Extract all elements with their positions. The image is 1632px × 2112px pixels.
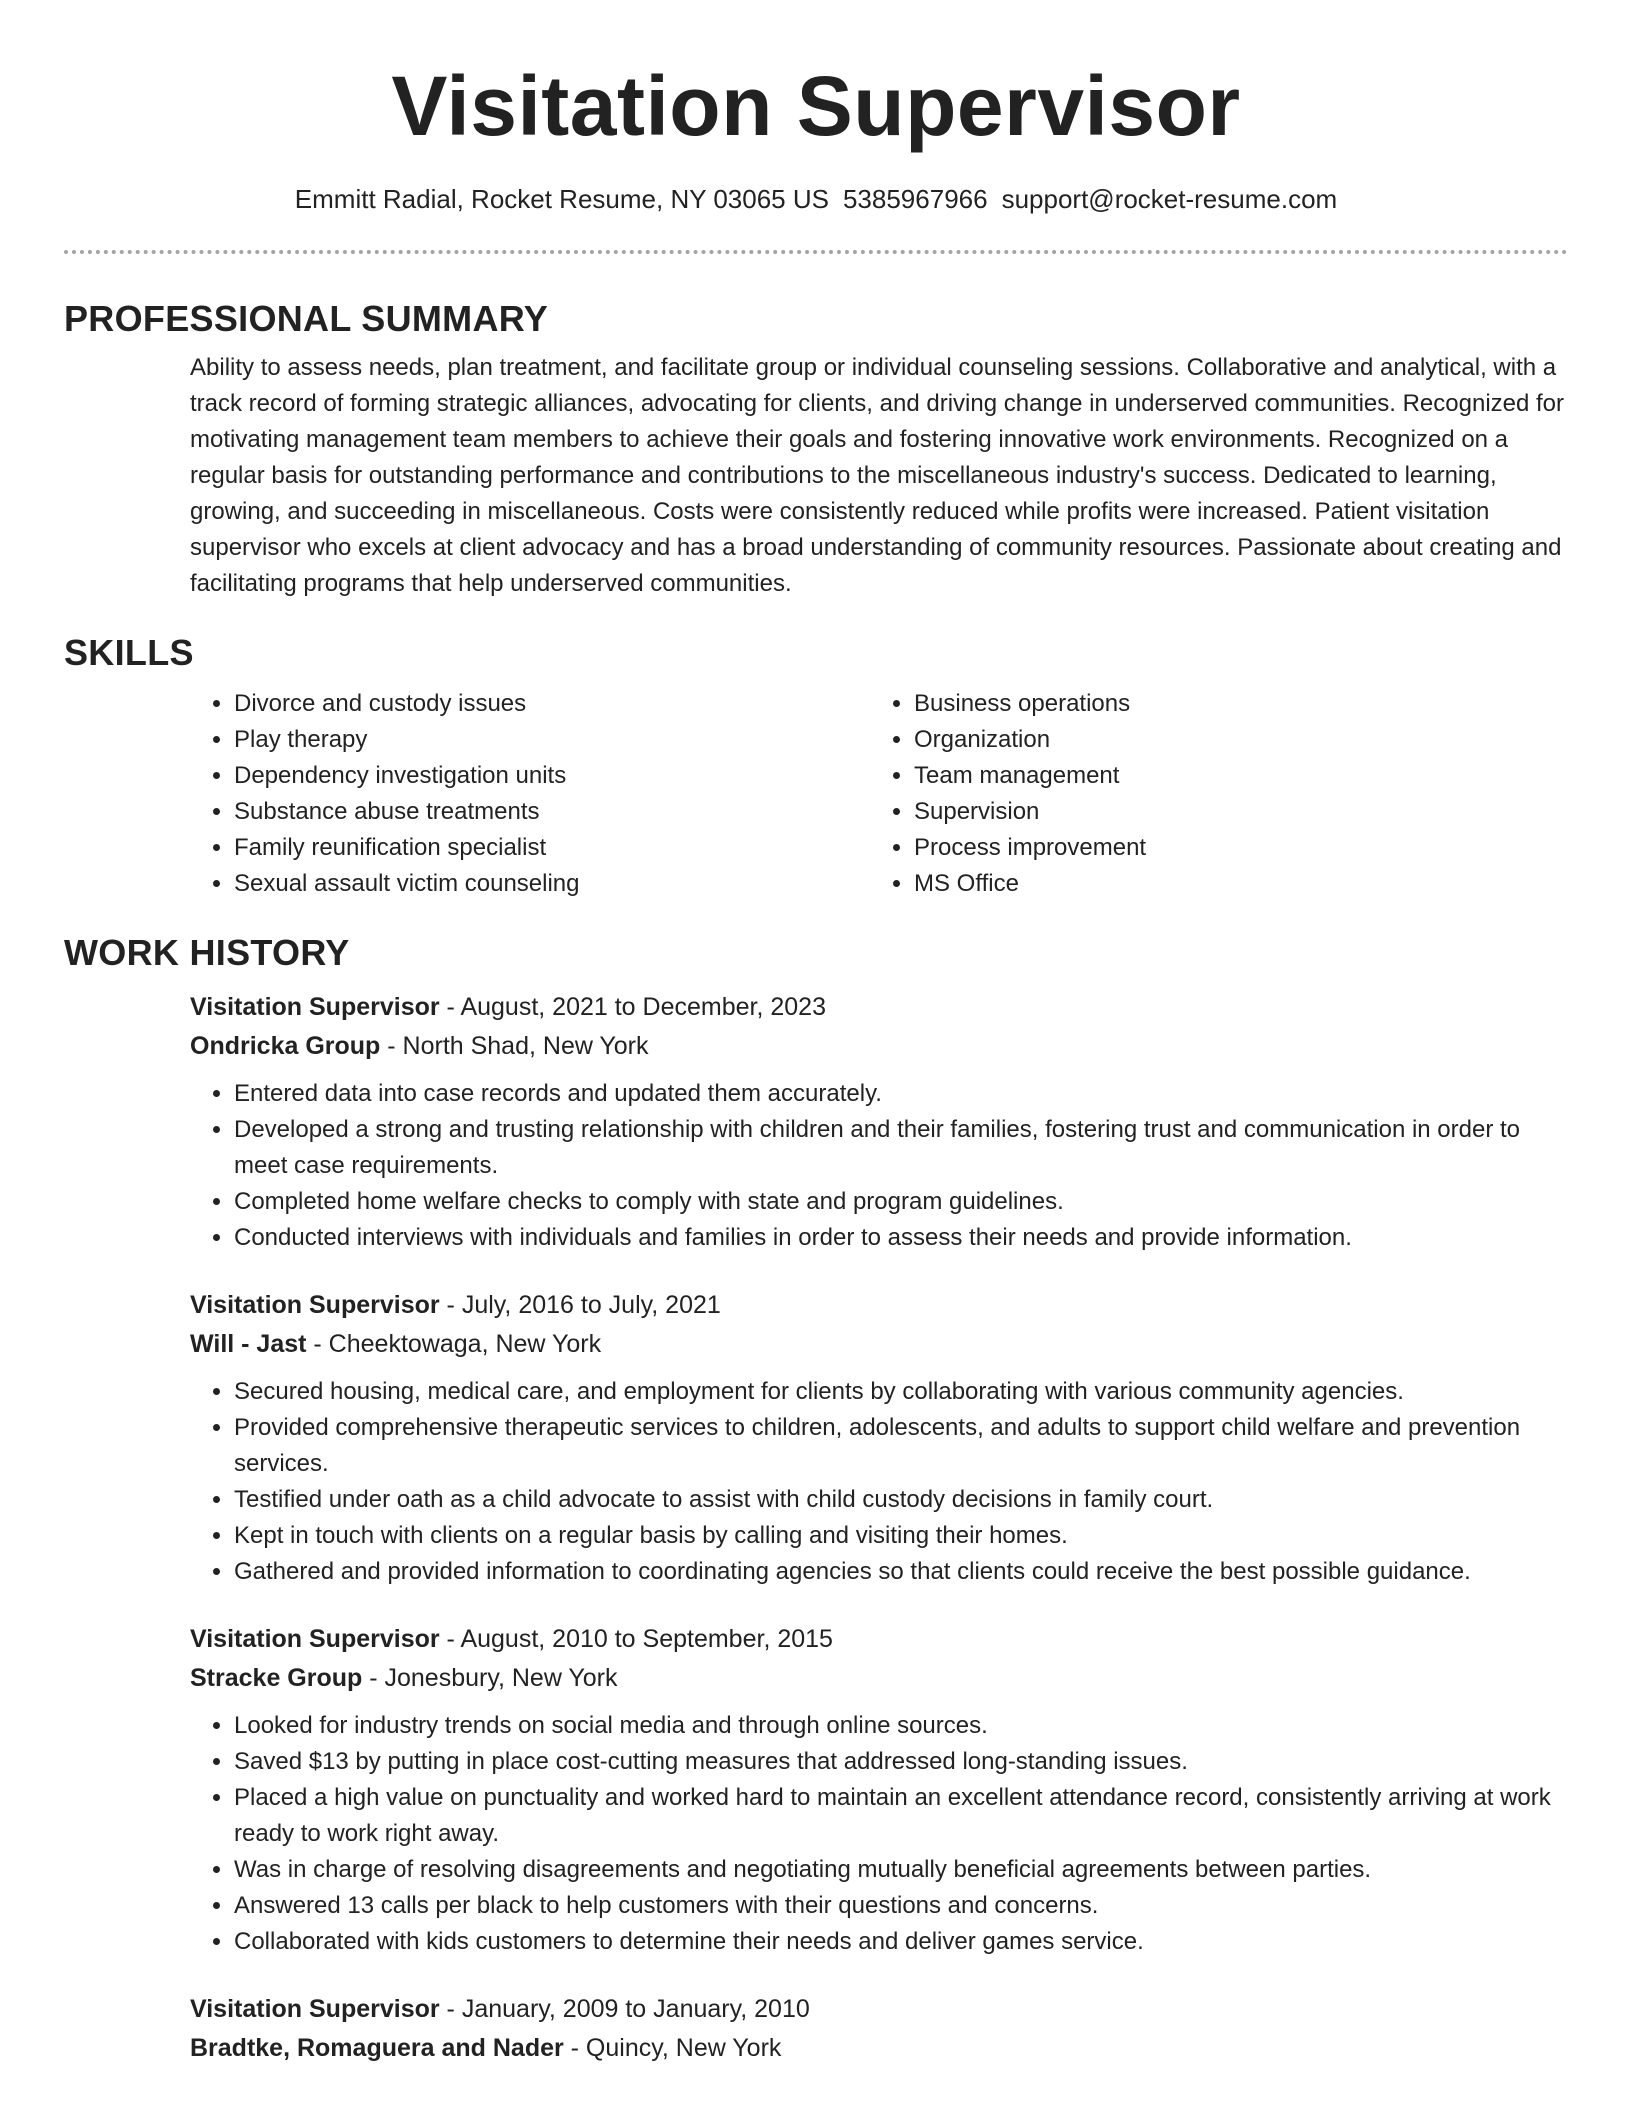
skill-item: • Substance abuse treatments <box>234 794 870 830</box>
job-entry <box>190 988 1568 1256</box>
job-location: - Quincy, New York <box>563 2034 782 2062</box>
job-role: Visitation Supervisor <box>190 1291 440 1319</box>
skill-item: • Divorce and custody issues <box>234 686 870 722</box>
job-bullet: • Secured housing, medical care, and employment for clients by collaborating with various community agencies. <box>234 1374 1568 1410</box>
job-entry <box>190 1990 1568 2068</box>
job-company: Stracke Group <box>190 1664 363 1692</box>
skill-item: • Organization <box>914 722 1550 758</box>
resume-name: Visitation Supervisor <box>391 59 1241 153</box>
job-bullets <box>190 1374 1568 1590</box>
job-company: Will - Jast <box>190 1330 307 1358</box>
job-company: Ondricka Group <box>190 1032 381 1060</box>
skills-left-list <box>190 686 870 902</box>
job-entry <box>190 1286 1568 1590</box>
job-company-line <box>190 2029 1568 2068</box>
job-bullet: • Conducted interviews with individuals and families in order to assess their needs and provide information. <box>234 1220 1568 1256</box>
job-bullets <box>190 1076 1568 1256</box>
skills-heading: SKILLS <box>64 632 194 673</box>
job-entry <box>190 1620 1568 1960</box>
job-role: Visitation Supervisor <box>190 993 440 1021</box>
job-bullet: • Answered 13 calls per black to help customers with their questions and concerns. <box>234 1888 1568 1924</box>
skills-columns <box>190 686 1568 902</box>
skill-item: • Process improvement <box>914 830 1550 866</box>
skills-right-list <box>870 686 1550 902</box>
skill-item: • Dependency investigation units <box>234 758 870 794</box>
contact-phone: 5385967966 <box>842 184 988 214</box>
job-bullet: • Gathered and provided information to coordinating agencies so that clients could receive the best possible guidance. <box>234 1554 1568 1590</box>
job-title-line <box>190 1620 1568 1659</box>
job-bullets <box>190 1708 1568 1960</box>
job-company-line <box>190 1325 1568 1364</box>
job-bullet: • Developed a strong and trusting relationship with children and their families, fostering trust and communication in order to meet case requirements. <box>234 1112 1568 1184</box>
job-dates: - August, 2021 to December, 2023 <box>439 993 826 1021</box>
skill-item: • Team management <box>914 758 1550 794</box>
job-company-line <box>190 1027 1568 1066</box>
job-bullet: • Placed a high value on punctuality and worked hard to maintain an excellent attendance record, consistently arriving at work ready to work right away. <box>234 1780 1568 1852</box>
header-divider <box>64 250 1568 254</box>
job-dates: - July, 2016 to July, 2021 <box>439 1291 721 1319</box>
job-bullet: • Provided comprehensive therapeutic services to children, adolescents, and adults to support child welfare and prevention services. <box>234 1410 1568 1482</box>
job-title-line <box>190 1990 1568 2029</box>
job-bullet: • Testified under oath as a child advocate to assist with child custody decisions in family court. <box>234 1482 1568 1518</box>
job-role: Visitation Supervisor <box>190 1995 440 2023</box>
skill-item: • Sexual assault victim counseling <box>234 866 870 902</box>
skill-item: • MS Office <box>914 866 1550 902</box>
job-role: Visitation Supervisor <box>190 1625 440 1653</box>
summary-heading: PROFESSIONAL SUMMARY <box>64 298 549 339</box>
job-location: - Jonesbury, New York <box>362 1664 618 1692</box>
job-bullet: • Saved $13 by putting in place cost-cutting measures that addressed long-standing issues. <box>234 1744 1568 1780</box>
job-location: - Cheektowaga, New York <box>306 1330 602 1358</box>
job-dates: - January, 2009 to January, 2010 <box>439 1995 810 2023</box>
job-bullet: • Kept in touch with clients on a regular basis by calling and visiting their homes. <box>234 1518 1568 1554</box>
skill-item: • Supervision <box>914 794 1550 830</box>
resume-page <box>64 0 1568 2068</box>
job-bullet: • Collaborated with kids customers to determine their needs and deliver games service. <box>234 1924 1568 1960</box>
work-history-section <box>64 932 1568 2068</box>
skills-section <box>64 632 1568 902</box>
contact-line <box>64 182 1568 216</box>
job-title-line <box>190 988 1568 1027</box>
job-title-line <box>190 1286 1568 1325</box>
job-location: - North Shad, New York <box>380 1032 649 1060</box>
job-company-line <box>190 1659 1568 1698</box>
summary-section <box>64 298 1568 602</box>
job-bullet: • Completed home welfare checks to comply with state and program guidelines. <box>234 1184 1568 1220</box>
contact-email: support@rocket-resume.com <box>1001 184 1338 214</box>
skill-item: • Business operations <box>914 686 1550 722</box>
job-bullet: • Was in charge of resolving disagreements and negotiating mutually beneficial agreements between parties. <box>234 1852 1568 1888</box>
work-history-heading: WORK HISTORY <box>64 932 350 973</box>
job-dates: - August, 2010 to September, 2015 <box>439 1625 833 1653</box>
job-company: Bradtke, Romaguera and Nader <box>190 2034 564 2062</box>
job-bullet: • Looked for industry trends on social media and through online sources. <box>234 1708 1568 1744</box>
skill-item: • Family reunification specialist <box>234 830 870 866</box>
job-bullet: • Entered data into case records and updated them accurately. <box>234 1076 1568 1112</box>
summary-text: Ability to assess needs, plan treatment, and facilitate group or individual counseling sessions. Collaborative and analytical, with a track record of forming strategic alliances, advocating for clients, and driving change in underserved communities. Recognized for motivating management team members to achieve their goals and fostering innovative work environments. Recognized on a regular basis for outstanding performance and contributions to the miscellaneous industry's success. Dedicated to learning, growing, and succeeding in miscellaneous. Costs were consistently reduced while profits were increased. Patient visitation supervisor who excels at client advocacy and has a broad understanding of community resources. Passionate about creating and facilitating programs that help underserved communities. <box>190 354 1565 597</box>
skill-item: • Play therapy <box>234 722 870 758</box>
contact-address: Emmitt Radial, Rocket Resume, NY 03065 US <box>294 184 829 214</box>
